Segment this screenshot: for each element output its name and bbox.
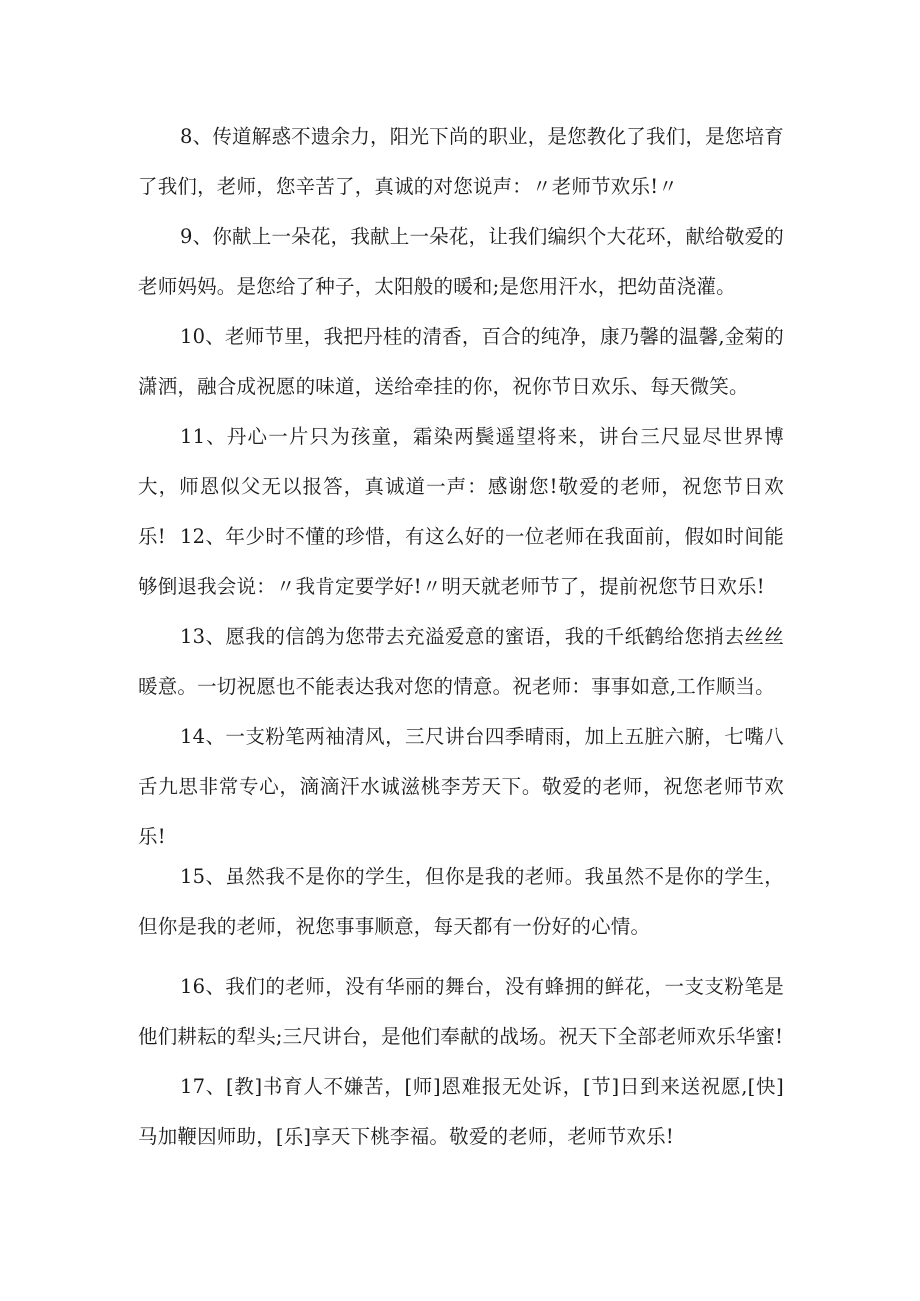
- paragraph-13: 13、愿我的信鸽为您带去充溢爱意的蜜语，我的千纸鹤给您捎去丝丝暖意。一切祝愿也不能表达我对您的情意。祝老师：事事如意,工作顺当。: [138, 625, 784, 698]
- paragraph-8: 8、传道解惑不遗余力，阳光下尚的职业，是您教化了我们，是您培育了我们，老师，您辛苦了，真诚的对您说声：〃老师节欢乐!〃: [138, 125, 784, 198]
- paragraph-12: 12、年少时不懂的珍惜，有这么好的一位老师在我面前，假如时间能够倒退我会说：〃我肯定要学好!〃明天就老师节了，提前祝您节日欢乐!: [138, 525, 784, 598]
- paragraph-15: 15、虽然我不是你的学生，但你是我的老师。我虽然不是你的学生，但你是我的老师，祝您事事顺意，每天都有一份好的心情。: [138, 865, 784, 938]
- paragraph-16: 16、我们的老师，没有华丽的舞台，没有蜂拥的鲜花，一支支粉笔是他们耕耘的犁头;三尺讲台，是他们奉献的战场。祝天下全部老师欢乐华蜜!: [138, 975, 784, 1048]
- paragraph-14: 14、一支粉笔两袖清风，三尺讲台四季晴雨，加上五脏六腑，七嘴八舌九思非常专心，滴滴汗水诚滋桃李芳天下。敬爱的老师，祝您老师节欢乐!: [138, 725, 784, 848]
- paragraph-9: 9、你献上一朵花，我献上一朵花，让我们编织个大花环，献给敬爱的老师妈妈。是您给了种子，太阳般的暖和;是您用汗水，把幼苗浇灌。: [138, 225, 784, 298]
- paragraph-10: 10、老师节里，我把丹桂的清香，百合的纯净，康乃馨的温馨,金菊的潇洒，融合成祝愿的味道，送给牵挂的你，祝你节日欢乐、每天微笑。: [138, 325, 784, 398]
- paragraph-17: 17、[教]书育人不嫌苦，[师]恩难报无处诉，[节]日到来送祝愿,[快]马加鞭因师助，[乐]享天下桃李福。敬爱的老师，老师节欢乐!: [138, 1075, 784, 1148]
- paragraph-11: 11、丹心一片只为孩童，霜染两鬓遥望将来，讲台三尺显尽世界博大，师恩似父无以报答，真诚道一声：感谢您!敬爱的老师，祝您节日欢乐!: [138, 425, 784, 548]
